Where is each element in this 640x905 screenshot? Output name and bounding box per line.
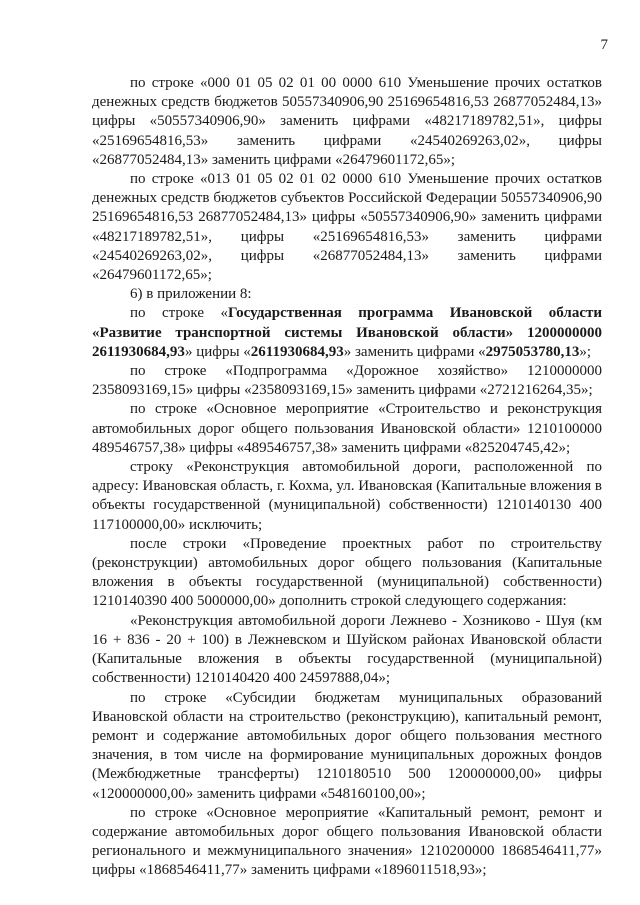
paragraph: «Реконструкция автомобильной дороги Лежнево - Хозниково - Шуя (км 16 + 836 - 20 + 100) в Лежневском и Шуйском районах Ивановской области (Капитальные вложения в объекты государственной (муниципальной) собственности) 1210140420 400 24597888,04»; bbox=[92, 612, 602, 687]
paragraph: по строке «013 01 05 02 01 02 0000 610 Уменьшение прочих остатков денежных средств бюджетов субъектов Российской Федерации 50557340906,90 25169654816,53 26877052484,13» цифры «50557340906,90» заменить цифрами «48217189782,51», цифры «25169654816,53» заменить цифрами «24540269263,02», цифры «26877052484,13» заменить цифрами «26479601172,65»; bbox=[92, 171, 602, 284]
text-span: » заменить цифрами « bbox=[343, 343, 486, 360]
text-span: » цифры « bbox=[184, 343, 251, 360]
paragraph: после строки «Проведение проектных работ по строительству (реконструкции) автомобильных дорог общего пользования (Капитальные вложения в объекты государственной (муниципальной) собственности) 1210140390 400 5000000,00» дополнить строкой следующего содержания: bbox=[92, 535, 602, 610]
page-number: 7 bbox=[600, 37, 608, 53]
document-body bbox=[92, 74, 602, 881]
paragraph: по строке «Основное мероприятие «Капитальный ремонт, ремонт и содержание автомобильных дорог общего пользования Ивановской области регионального и межмуниципального значения» 1210200000 1868546411,77» цифры «1868546411,77» заменить цифрами «1896011518,93»; bbox=[92, 804, 602, 879]
paragraph: строку «Реконструкция автомобильной дороги, расположенной по адресу: Ивановская область, г. Кохма, ул. Ивановская (Капитальные вложения в объекты государственной (муниципальной) собственности) 1210140130 400 117100000,00» исключить; bbox=[92, 459, 602, 533]
paragraph: по строке «Подпрограмма «Дорожное хозяйство» 1210000000 2358093169,15» цифры «2358093169,15» заменить цифрами «2721216264,35»; bbox=[92, 363, 602, 399]
text-span: по строке « bbox=[130, 305, 228, 322]
bold-text: Государственная программа Ивановской области «Развитие транспортной системы Ивановской области» 1200000000 2611930684,93 bbox=[92, 305, 602, 360]
paragraph: по строке «000 01 05 02 01 00 0000 610 Уменьшение прочих остатков денежных средств бюджетов 50557340906,90 25169654816,53 26877052484,13» цифры «50557340906,90» заменить цифрами «48217189782,51», цифры «25169654816,53» заменить цифрами «24540269263,02», цифры «26877052484,13» заменить цифрами «26479601172,65»; bbox=[92, 75, 602, 168]
text-span: »; bbox=[579, 343, 592, 360]
paragraph: по строке «Основное мероприятие «Строительство и реконструкция автомобильных дорог общего пользования Ивановской области» 1210100000 489546757,38» цифры «489546757,38» заменить цифрами «825204745,42»; bbox=[92, 401, 602, 456]
bold-text: 2611930684,93 bbox=[250, 343, 344, 360]
paragraph: по строке «Субсидии бюджетам муниципальных образований Ивановской области на строительство (реконструкцию), капитальный ремонт, ремонт и содержание автомобильных дорог общего пользования местного значения, в том числе на формирование муниципальных дорожных фондов (Межбюджетные трансферты) 1210180510 500 120000000,00» цифры «120000000,00» заменить цифрами «548160100,00»; bbox=[92, 689, 602, 802]
paragraph-with-bold bbox=[92, 304, 602, 362]
bold-text: 2975053780,13 bbox=[485, 343, 580, 360]
list-heading: 6) в приложении 8: bbox=[130, 286, 252, 303]
